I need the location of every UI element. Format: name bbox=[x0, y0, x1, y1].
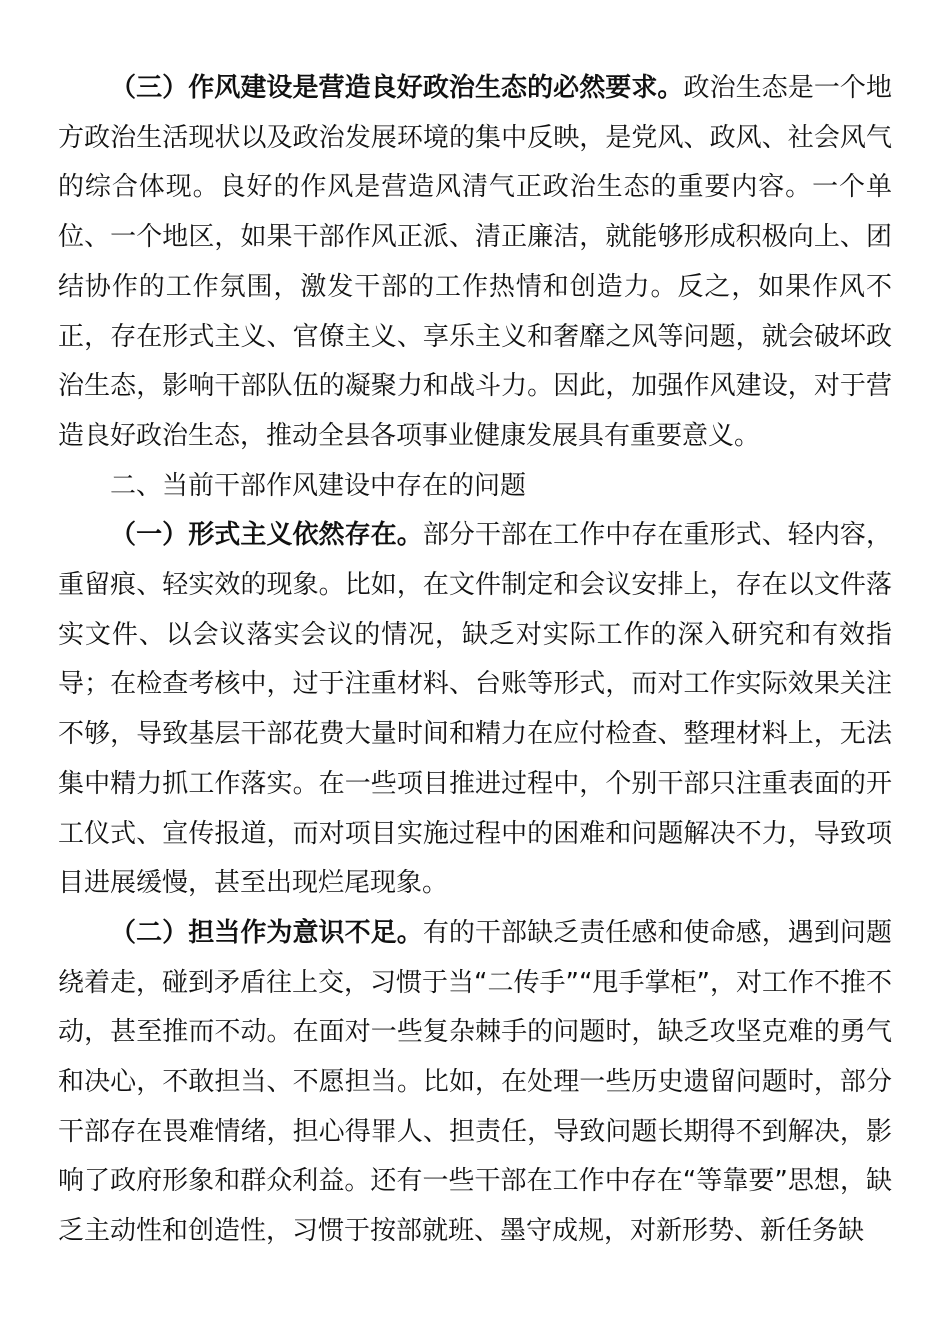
paragraph-lead: （一）形式主义依然存在。 bbox=[110, 520, 423, 551]
paragraph-responsibility bbox=[58, 909, 892, 1257]
paragraph-lead: （二）担当作为意识不足。 bbox=[110, 917, 423, 948]
paragraph-lead: （三）作风建设是营造良好政治生态的必然要求。 bbox=[110, 73, 684, 103]
paragraph-body: 有的干部缺乏责任感和使命感，遇到问题绕着走，碰到矛盾往上交，习惯于当“二传手”“甩手掌柜”，对工作不推不动，甚至推而不动。在面对一些复杂棘手的问题时，缺乏攻坚克难的勇气和决心，不敢担当、不愿担当。比如，在处理一些历史遗留问题时，部分干部存在畏难情绪，担心得罪人、担责任，导致问题长期得不到解决，影响了政府形象和群众利益。还有一些干部在工作中存在“等靠要”思想，缺乏主动性和创造性，习惯于按部就班、墨守成规，对新形势、新任务缺 bbox=[58, 917, 892, 1247]
paragraph-body: 部分干部在工作中存在重形式、轻内容，重留痕、轻实效的现象。比如，在文件制定和会议安排上，存在以文件落实文件、以会议落实会议的情况，缺乏对实际工作的深入研究和有效指导；在检查考核中，过于注重材料、台账等形式，而对工作实际效果关注不够，导致基层干部花费大量时间和精力在应付检查、整理材料上，无法集中精力抓工作落实。在一些项目推进过程中，个别干部只注重表面的开工仪式、宣传报道，而对项目实施过程中的困难和问题解决不力，导致项目进展缓慢，甚至出现烂尾现象。 bbox=[58, 520, 892, 899]
paragraph-political-ecology bbox=[58, 64, 892, 462]
paragraph-body: 政治生态是一个地方政治生活现状以及政治发展环境的集中反映，是党风、政风、社会风气的综合体现。良好的作风是营造风清气正政治生态的重要内容。一个单位、一个地区，如果干部作风正派、清正廉洁，就能够形成积极向上、团结协作的工作氛围，激发干部的工作热情和创造力。反之，如果作风不正，存在形式主义、官僚主义、享乐主义和奢靡之风等问题，就会破坏政治生态，影响干部队伍的凝聚力和战斗力。因此，加强作风建设，对于营造良好政治生态，推动全县各项事业健康发展具有重要意义。 bbox=[58, 73, 892, 451]
paragraph-formalism bbox=[58, 511, 892, 909]
document-page bbox=[58, 64, 892, 1257]
section-heading: 二、当前干部作风建设中存在的问题 bbox=[110, 470, 527, 501]
